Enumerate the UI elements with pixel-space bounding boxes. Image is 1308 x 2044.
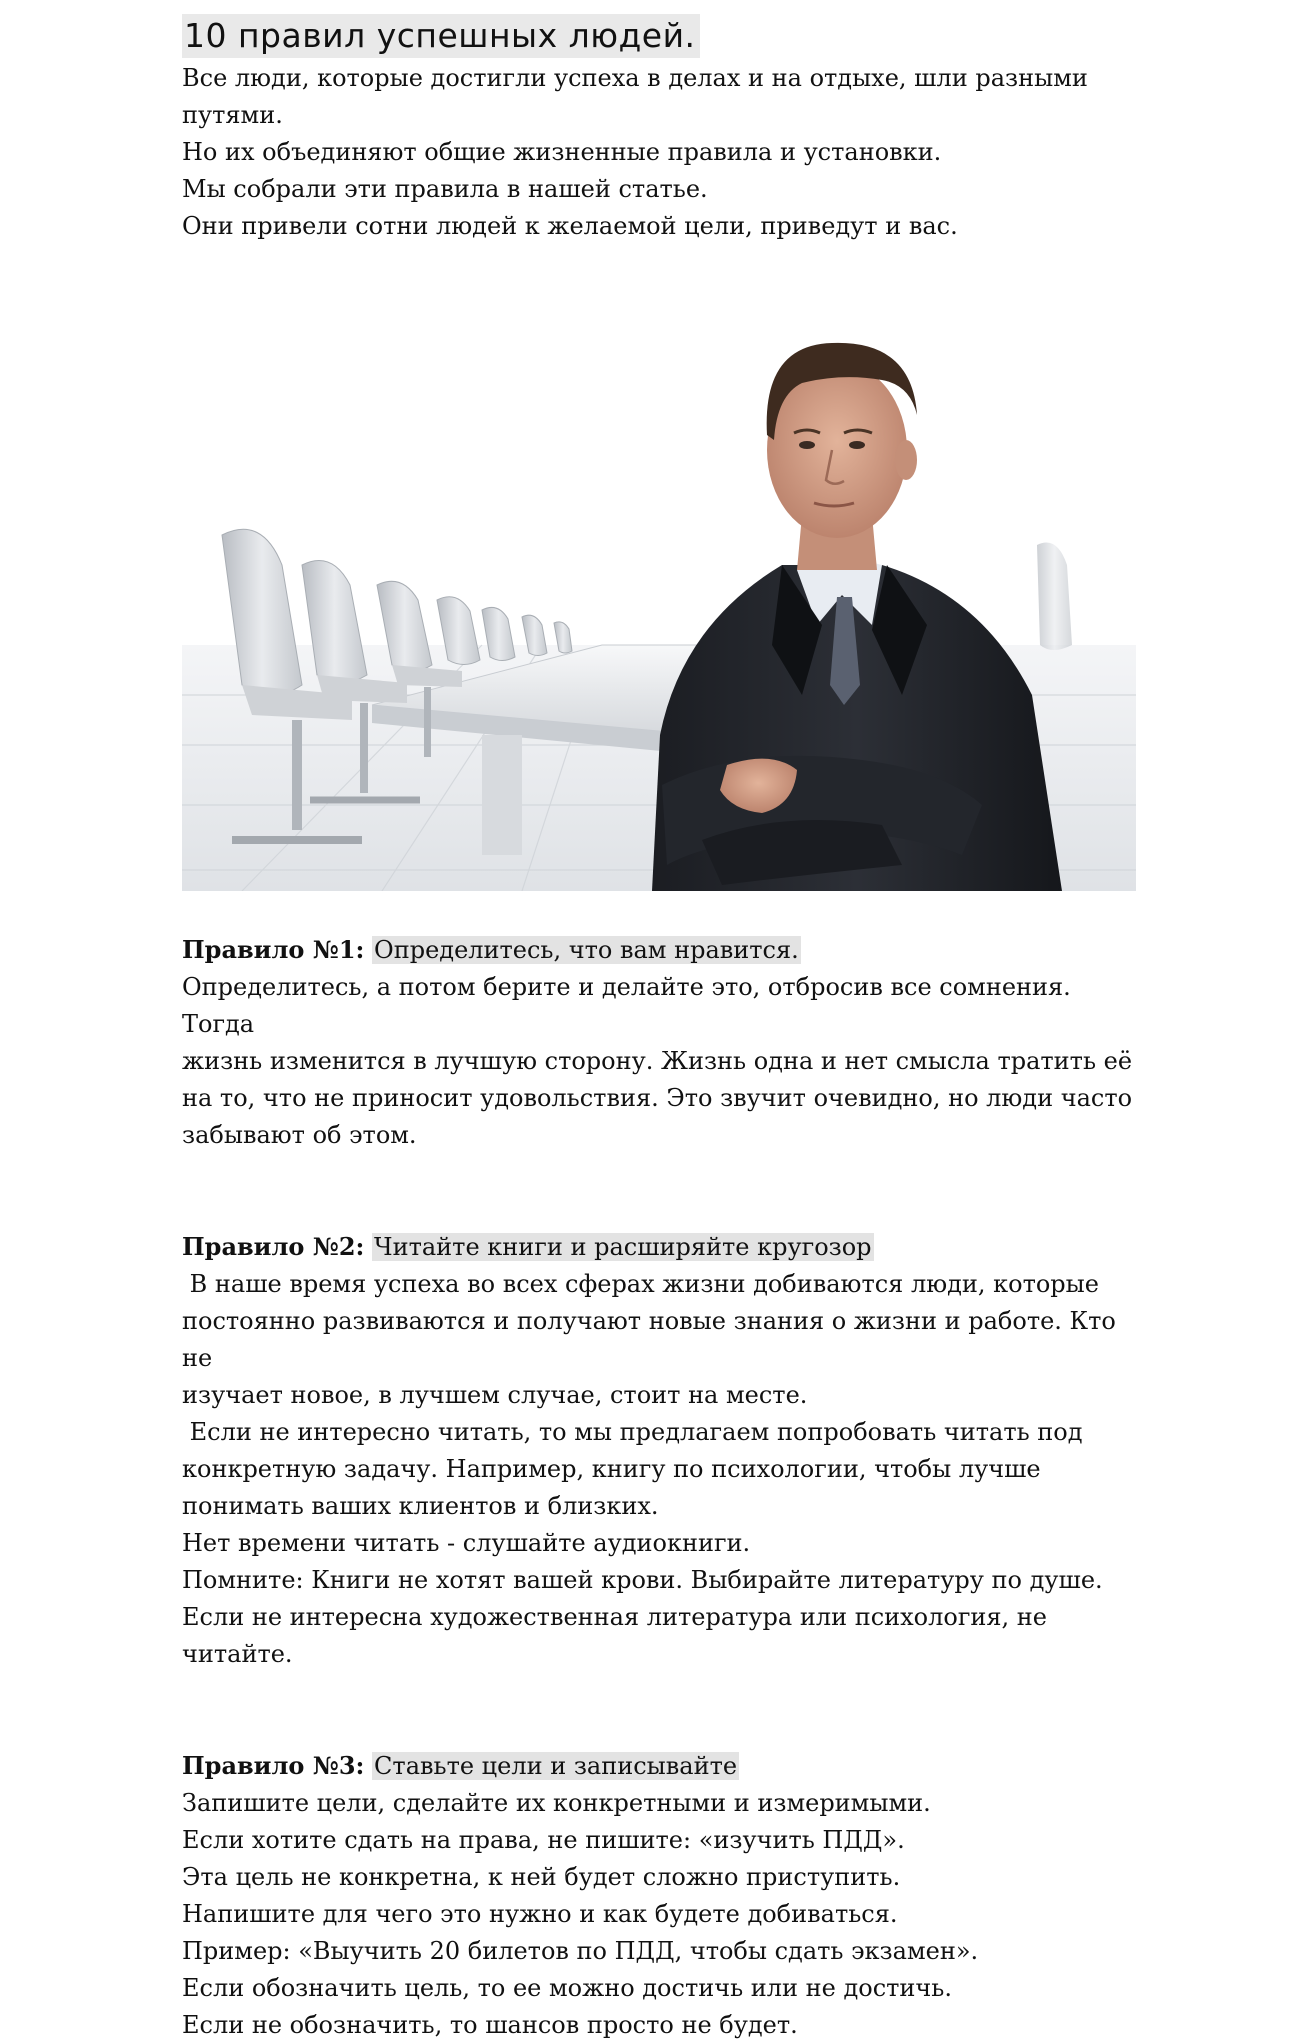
- rule-text-line: Нет времени читать - слушайте аудиокниги.: [182, 1529, 751, 1557]
- rule-2: [182, 1228, 1142, 1673]
- rule-text-line: Пример: «Выучить 20 билетов по ПДД, чтобы сдать экзамен».: [182, 1937, 979, 1965]
- rule-heading: [182, 1228, 1142, 1266]
- rule-label: Правило №1:: [182, 935, 365, 964]
- article: [182, 14, 1142, 2044]
- rule-text-line: жизнь изменится в лучшую сторону. Жизнь одна и нет смысла тратить её: [182, 1047, 1133, 1075]
- rule-heading: [182, 931, 1142, 969]
- businessman-illustration: [182, 265, 1136, 891]
- hero-image: [182, 265, 1136, 891]
- rule-title: Читайте книги и расширяйте кругозор: [374, 1233, 872, 1261]
- rule-label: Правило №3:: [182, 1751, 365, 1780]
- rule-text-line: Напишите для чего это нужно и как будете добиваться.: [182, 1900, 898, 1928]
- rule-title: Определитесь, что вам нравится.: [374, 936, 799, 964]
- intro-paragraph: [182, 60, 1142, 245]
- rule-text-line: изучает новое, в лучшем случае, стоит на месте.: [182, 1381, 808, 1409]
- rule-text-line: Эта цель не конкретна, к ней будет сложно приступить.: [182, 1863, 901, 1891]
- rule-text-line: постоянно развиваются и получают новые знания о жизни и работе. Кто не: [182, 1307, 1124, 1372]
- rule-text-line: Определитесь, а потом берите и делайте это, отбросив все сомнения. Тогда: [182, 973, 1087, 1038]
- rule-text-line: понимать ваших клиентов и близких.: [182, 1492, 659, 1520]
- rule-text-line: Если хотите сдать на права, не пишите: «изучить ПДД».: [182, 1826, 905, 1854]
- rule-text-line: на то, что не приносит удовольствия. Это звучит очевидно, но люди часто: [182, 1084, 1133, 1112]
- rule-text-line: Если не обозначить, то шансов просто не будет.: [182, 2011, 798, 2039]
- rule-1: [182, 931, 1142, 1154]
- intro-line: Но их объединяют общие жизненные правила и установки.: [182, 138, 942, 166]
- rule-3: [182, 1747, 1142, 2044]
- rule-text-line: Если не интересно читать, то мы предлагаем попробовать читать под: [182, 1418, 1083, 1446]
- intro-line: Они привели сотни людей к желаемой цели, приведут и вас.: [182, 212, 958, 240]
- rule-text-line: забывают об этом.: [182, 1121, 417, 1149]
- intro-line: путями.: [182, 101, 283, 129]
- rule-text-line: В наше время успеха во всех сферах жизни добиваются люди, которые: [182, 1270, 1099, 1298]
- rule-text-line: Запишите цели, сделайте их конкретными и измеримыми.: [182, 1789, 931, 1817]
- rule-title: Ставьте цели и записывайте: [374, 1752, 738, 1780]
- intro-line: Все люди, которые достигли успеха в делах и на отдыхе, шли разными: [182, 64, 1088, 92]
- rule-text-line: Если обозначить цель, то ее можно достичь или не достичь.: [182, 1974, 952, 2002]
- intro-line: Мы собрали эти правила в нашей статье.: [182, 175, 708, 203]
- rule-text-line: конкретную задачу. Например, книгу по психологии, чтобы лучше: [182, 1455, 1041, 1483]
- rule-text-line: Помните: Книги не хотят вашей крови. Выбирайте литературу по душе.: [182, 1566, 1103, 1594]
- rule-text-line: Если не интересна художественная литература или психология, не читайте.: [182, 1603, 1055, 1668]
- rule-heading: [182, 1747, 1142, 1785]
- article-title: 10 правил успешных людей.: [182, 14, 700, 58]
- rule-label: Правило №2:: [182, 1232, 365, 1261]
